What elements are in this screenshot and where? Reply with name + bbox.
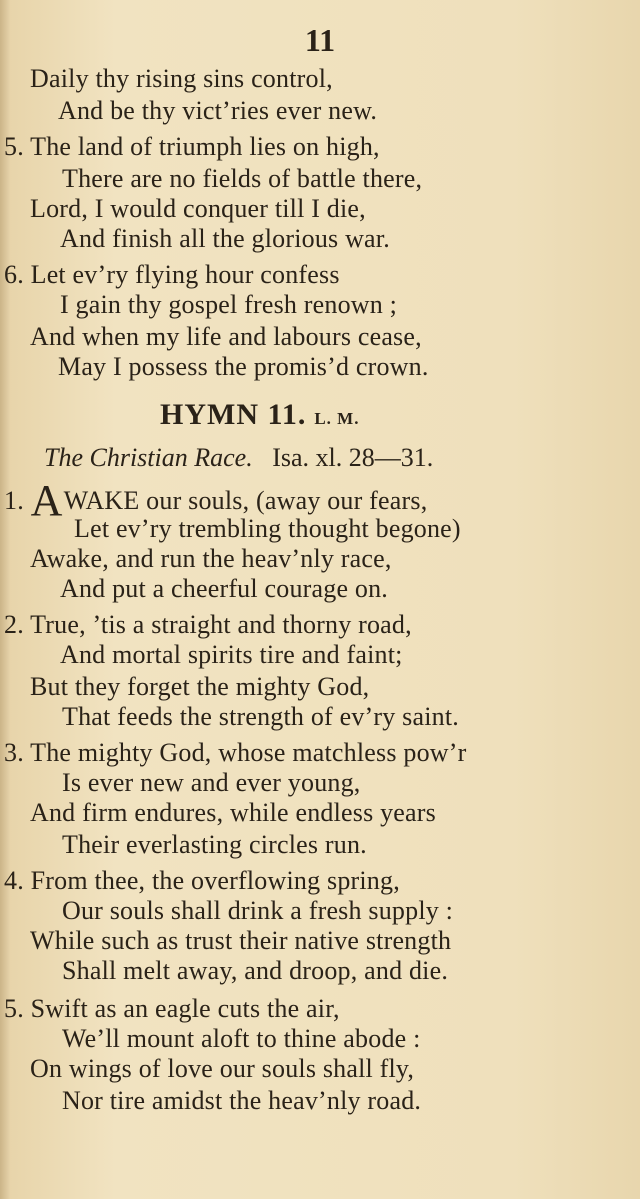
hymn-title-text: HYMN 11. xyxy=(160,398,307,431)
verse-line: Daily thy rising sins control, xyxy=(30,64,333,93)
drop-cap: A xyxy=(30,476,63,525)
scripture-reference: Isa. xl. 28—31. xyxy=(272,443,434,472)
verse-line: Awake, and run the heav’nly race, xyxy=(30,544,392,573)
verse-line: Lord, I would conquer till I die, xyxy=(30,194,366,223)
verse-line: But they forget the mighty God, xyxy=(30,672,370,701)
verse-line: And firm endures, while endless years xyxy=(30,798,436,827)
verse-line: The land of triumph lies on high, xyxy=(30,132,380,161)
verse-5-first-line xyxy=(4,994,340,1024)
verse-2-first-line xyxy=(4,610,412,640)
verse-line: I gain thy gospel fresh renown ; xyxy=(60,290,398,319)
verse-number: 3. xyxy=(4,738,24,767)
verse-line: And put a cheerful courage on. xyxy=(60,574,388,603)
verse-6-first-line xyxy=(4,260,340,290)
verse-line: And when my life and labours cease, xyxy=(30,322,422,351)
verse-line: WAKE our souls, (away our fears, xyxy=(63,486,428,515)
verse-line: Is ever new and ever young, xyxy=(62,768,361,797)
verse-line: From thee, the overflowing spring, xyxy=(30,866,400,895)
hymn-subtitle xyxy=(44,443,433,473)
verse-line: That feeds the strength of ev’ry saint. xyxy=(62,702,459,731)
verse-line: Nor tire amidst the heav’nly road. xyxy=(62,1086,422,1115)
verse-line: Swift as an eagle cuts the air, xyxy=(30,994,340,1023)
verse-line: The mighty God, whose matchless pow’r xyxy=(30,738,467,767)
verse-number: 1. xyxy=(4,486,24,515)
hymn-subtitle-title: The Christian Race. xyxy=(44,443,253,472)
verse-line: And finish all the glorious war. xyxy=(60,224,390,253)
verse-line: Let ev’ry flying hour confess xyxy=(30,260,340,289)
verse-line: Shall melt away, and droop, and die. xyxy=(62,956,449,985)
verse-number: 4. xyxy=(4,866,24,895)
verse-number: 5. xyxy=(4,132,24,161)
verse-line: Their everlasting circles run. xyxy=(62,830,367,859)
verse-line: We’ll mount aloft to thine abode : xyxy=(62,1024,421,1053)
verse-4-first-line xyxy=(4,866,400,896)
verse-number: 2. xyxy=(4,610,24,639)
verse-line: True, ’tis a straight and thorny road, xyxy=(30,610,412,639)
verse-number: 6. xyxy=(4,260,24,289)
verse-5-first-line xyxy=(4,132,380,162)
hymn-meter: L. M. xyxy=(314,409,360,428)
verse-3-first-line xyxy=(4,738,466,768)
hymn-title xyxy=(160,398,359,432)
verse-line: There are no fields of battle there, xyxy=(62,164,423,193)
verse-line: While such as trust their native strength xyxy=(30,926,452,955)
verse-line: And be thy vict’ries ever new. xyxy=(58,96,378,125)
page-number: 11 xyxy=(304,22,336,58)
verse-line: Let ev’ry trembling thought begone) xyxy=(74,514,461,543)
verse-line: Our souls shall drink a fresh supply : xyxy=(62,896,454,925)
verse-line: On wings of love our souls shall fly, xyxy=(30,1054,415,1083)
verse-line: May I possess the promis’d crown. xyxy=(58,352,429,381)
verse-line: And mortal spirits tire and faint; xyxy=(60,640,403,669)
verse-1-first-line xyxy=(4,476,428,525)
verse-number: 5. xyxy=(4,994,24,1023)
